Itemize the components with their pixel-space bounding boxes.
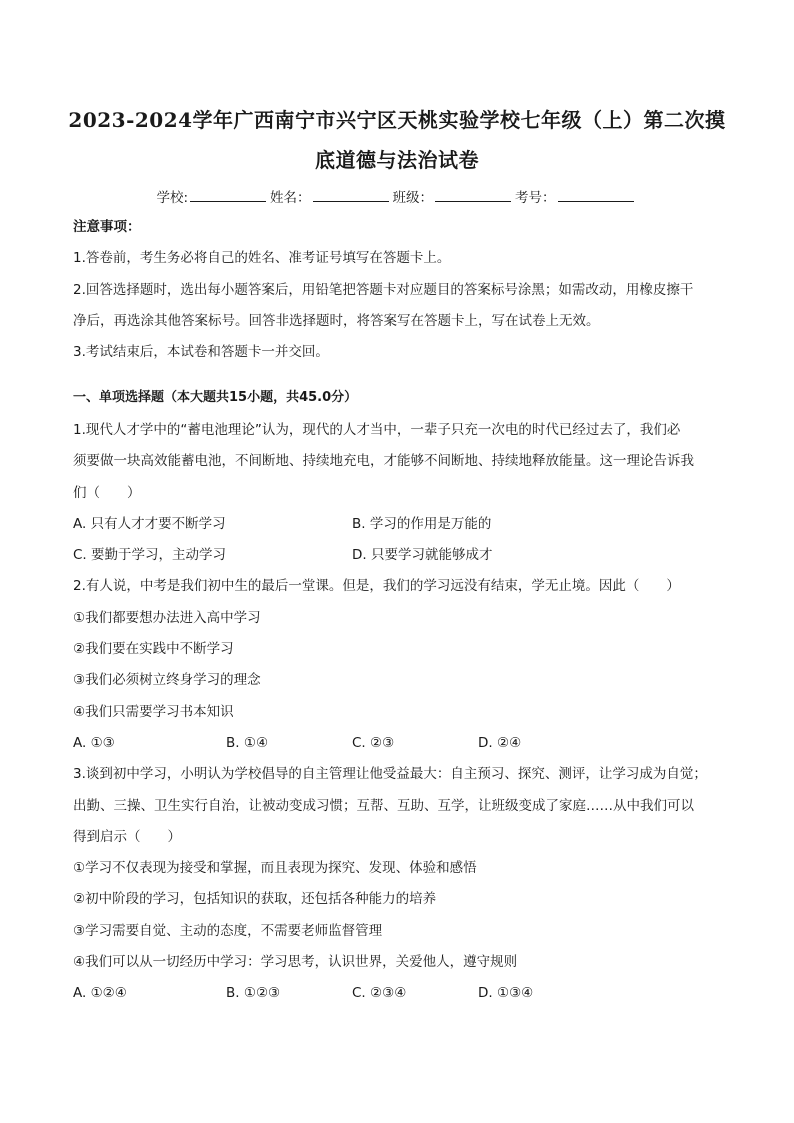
q3-stem-line: 3.谈到初中学习，小明认为学校倡导的自主管理让他受益最大：自主预习、探究、测评，让学习成为自觉； [73, 766, 707, 782]
q1-stem-line: 们（ ） [73, 485, 141, 501]
q3-option-b: B. ①②③ [226, 985, 281, 1001]
exam-title-line-2: 底道德与法治试卷 [315, 148, 479, 172]
q1-option-c: C. 要勤于学习，主动学习 [73, 547, 227, 563]
q1-option-a: A. 只有人才才要不断学习 [73, 516, 226, 532]
q2-option-c: C. ②③ [352, 735, 395, 751]
q2-statement: ③我们必须树立终身学习的理念 [73, 672, 261, 688]
name-label: 姓名： [270, 190, 311, 206]
q2-option-b: B. ①④ [226, 735, 269, 751]
q2-statement: ①我们都要想办法进入高中学习 [73, 610, 261, 626]
q3-statement: ①学习不仅表现为接受和掌握，而且表现为探究、发现、体验和感悟 [73, 860, 477, 876]
q1-stem-line: 须要做一块高效能蓄电池，不间断地、持续地充电，才能够不间断地、持续地释放能量。这一理论告诉我 [73, 453, 694, 469]
q2-statement: ④我们只需要学习书本知识 [73, 704, 234, 720]
q3-stem-line: 出勤、三操、卫生实行自治，让被动变成习惯；互帮、互助、互学，让班级变成了家庭……从中我们可以 [73, 798, 694, 814]
q3-statement: ④我们可以从一切经历中学习：学习思考，认识世界，关爱他人，遵守规则 [73, 954, 518, 970]
q3-statement: ②初中阶段的学习，包括知识的获取，还包括各种能力的培养 [73, 891, 437, 907]
notice-heading: 注意事项： [73, 219, 141, 235]
number-label: 考号： [515, 190, 556, 206]
notice-item: 2.回答选择题时，选出每小题答案后，用铅笔把答题卡对应题目的答案标号涂黑；如需改动，用橡皮擦干 [73, 282, 694, 298]
q1-option-d: D. 只要学习就能够成才 [352, 547, 493, 563]
q2-statement: ②我们要在实践中不断学习 [73, 641, 234, 657]
exam-title-line-1: 2023-2024学年广西南宁市兴宁区天桃实验学校七年级（上）第二次摸 [68, 108, 726, 132]
name-blank [313, 187, 389, 202]
number-blank [558, 187, 634, 202]
q2-option-d: D. ②④ [478, 735, 522, 751]
q1-option-b: B. 学习的作用是万能的 [352, 516, 492, 532]
class-label: 班级： [392, 190, 434, 206]
section-heading: 一、单项选择题（本大题共15小题，共45.0分） [73, 390, 358, 405]
student-info-row [0, 186, 794, 206]
q3-option-d: D. ①③④ [478, 985, 534, 1001]
q3-option-a: A. ①②④ [73, 985, 127, 1001]
class-blank [435, 187, 511, 202]
notice-item: 净后，再选涂其他答案标号。回答非选择题时，将答案写在答题卡上，写在试卷上无效。 [73, 313, 600, 329]
q2-option-a: A. ①③ [73, 735, 115, 751]
q3-statement: ③学习需要自觉、主动的态度，不需要老师监督管理 [73, 923, 383, 939]
q1-stem-line: 1.现代人才学中的“蓄电池理论”认为，现代的人才当中，一辈子只充一次电的时代已经过去了，我们必 [73, 422, 681, 438]
school-label: 学校: [156, 190, 189, 206]
notice-item: 1.答卷前，考生务必将自己的姓名、准考证号填写在答题卡上。 [73, 250, 451, 266]
q2-stem-line: 2.有人说，中考是我们初中生的最后一堂课。但是，我们的学习远没有结束，学无止境。因此（ ） [73, 578, 680, 594]
school-blank [190, 187, 266, 202]
q3-option-c: C. ②③④ [352, 985, 407, 1001]
notice-item: 3.考试结束后，本试卷和答题卡一并交回。 [73, 344, 329, 360]
q3-stem-line: 得到启示（ ） [73, 829, 181, 845]
